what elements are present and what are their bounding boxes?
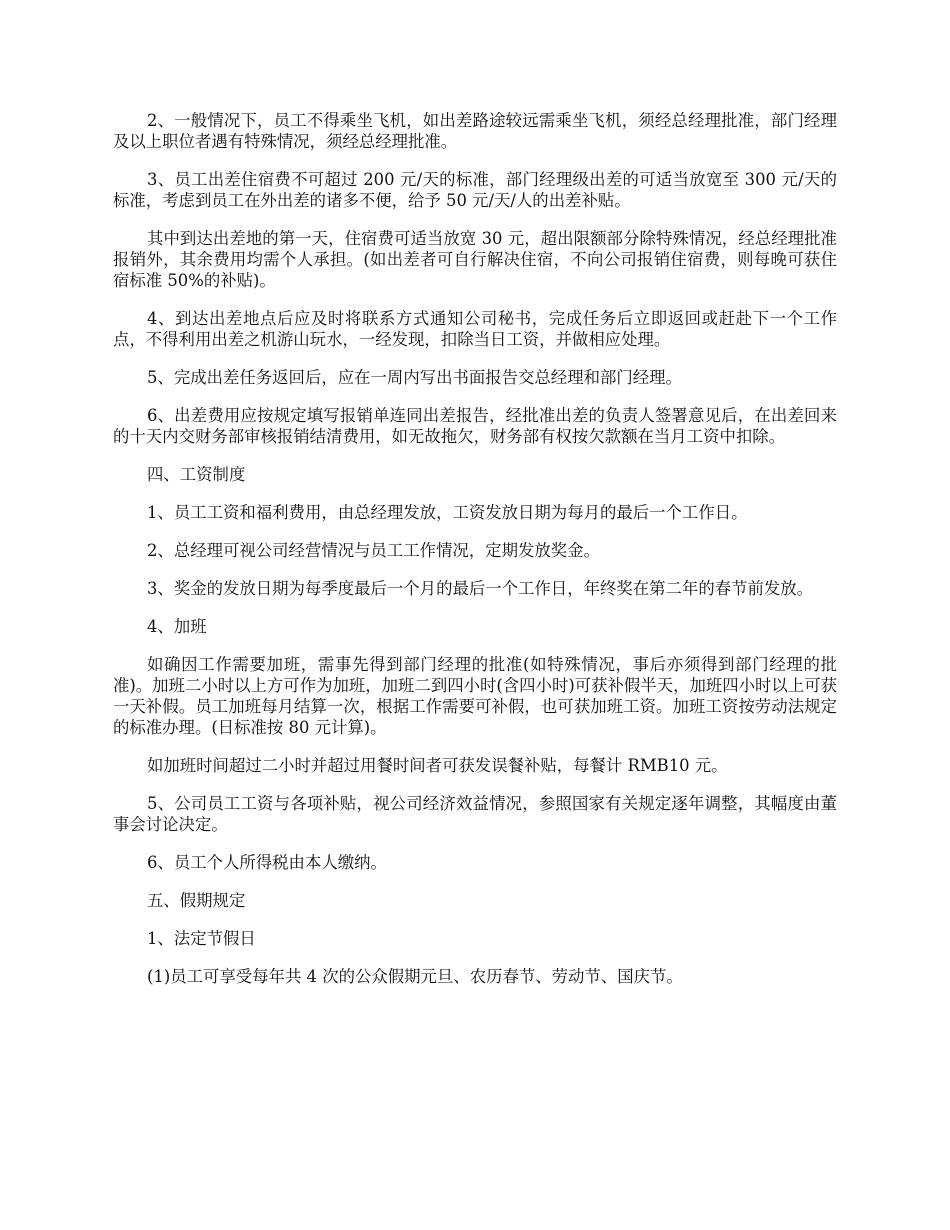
- section-heading-holiday-rules: 五、假期规定: [147, 891, 246, 910]
- paragraph-lodging-standard: 3、员工出差住宿费不可超过 200 元/天的标准，部门经理级出差的可适当放宽至 300 元/天的标准，考虑到员工在外出差的诸多不便，给予 50 元/天/人的出差补贴。: [113, 170, 837, 210]
- subheading-legal-holidays: 1、法定节假日: [147, 929, 256, 948]
- paragraph-flight-policy: 2、一般情况下，员工不得乘坐飞机，如出差路途较远需乘坐飞机，须经总经理批准，部门经理及以上职位者遇有特殊情况，须经总经理批准。: [113, 111, 837, 151]
- paragraph-contact-secretary: 4、到达出差地点后应及时将联系方式通知公司秘书，完成任务后立即返回或赶赴下一个工作点，不得利用出差之机游山玩水，一经发现，扣除当日工资，并做相应处理。: [113, 309, 837, 349]
- paragraph-bonus-distribution: 2、总经理可视公司经营情况与员工工作情况，定期发放奖金。: [147, 541, 600, 560]
- section-heading-salary-system: 四、工资制度: [147, 465, 246, 484]
- paragraph-written-report: 5、完成出差任务返回后，应在一周内写出书面报告交总经理和部门经理。: [147, 368, 682, 387]
- paragraph-meal-allowance: 如加班时间超过二小时并超过用餐时间者可获发误餐补贴，每餐计 RMB10 元。: [147, 756, 728, 775]
- paragraph-salary-payment: 1、员工工资和福利费用，由总经理发放，工资发放日期为每月的最后一个工作日。: [147, 503, 748, 522]
- paragraph-bonus-date: 3、奖金的发放日期为每季度最后一个月的最后一个工作日，年终奖在第二年的春节前发放。: [147, 579, 814, 598]
- paragraph-public-holidays: (1)员工可享受每年共 4 次的公众假期元旦、农历春节、劳动节、国庆节。: [147, 967, 683, 986]
- paragraph-first-day-lodging: 其中到达出差地的第一天，住宿费可适当放宽 30 元，超出限额部分除特殊情况，经总经理批准报销外，其余费用均需个人承担。(如出差者可自行解决住宿，不向公司报销住宿费，则每晚可获住宿标准 50%的补贴)。: [113, 229, 837, 290]
- paragraph-expense-reimbursement: 6、出差费用应按规定填写报销单连同出差报告，经批准出差的负责人签署意见后，在出差回来的十天内交财务部审核报销结清费用，如无故拖欠，财务部有权按欠款额在当月工资中扣除。: [113, 406, 837, 446]
- subheading-overtime: 4、加班: [147, 617, 207, 636]
- paragraph-salary-adjustment: 5、公司员工工资与各项补贴，视公司经济效益情况，参照国家有关规定逐年调整，其幅度由董事会讨论决定。: [113, 794, 837, 834]
- paragraph-overtime-rules: 如确因工作需要加班，需事先得到部门经理的批准(如特殊情况，事后亦须得到部门经理的批准)。加班二小时以上方可作为加班，加班二到四小时(含四小时)可获补假半天，加班四小时以上可获一天补假。员工加班每月结算一次，根据工作需要可补假，也可获加班工资。加班工资按劳动法规定的标准办理。(日标准按 80 元计算)。: [113, 655, 837, 737]
- paragraph-income-tax: 6、员工个人所得税由本人缴纳。: [147, 853, 387, 872]
- document-body: [113, 110, 837, 1004]
